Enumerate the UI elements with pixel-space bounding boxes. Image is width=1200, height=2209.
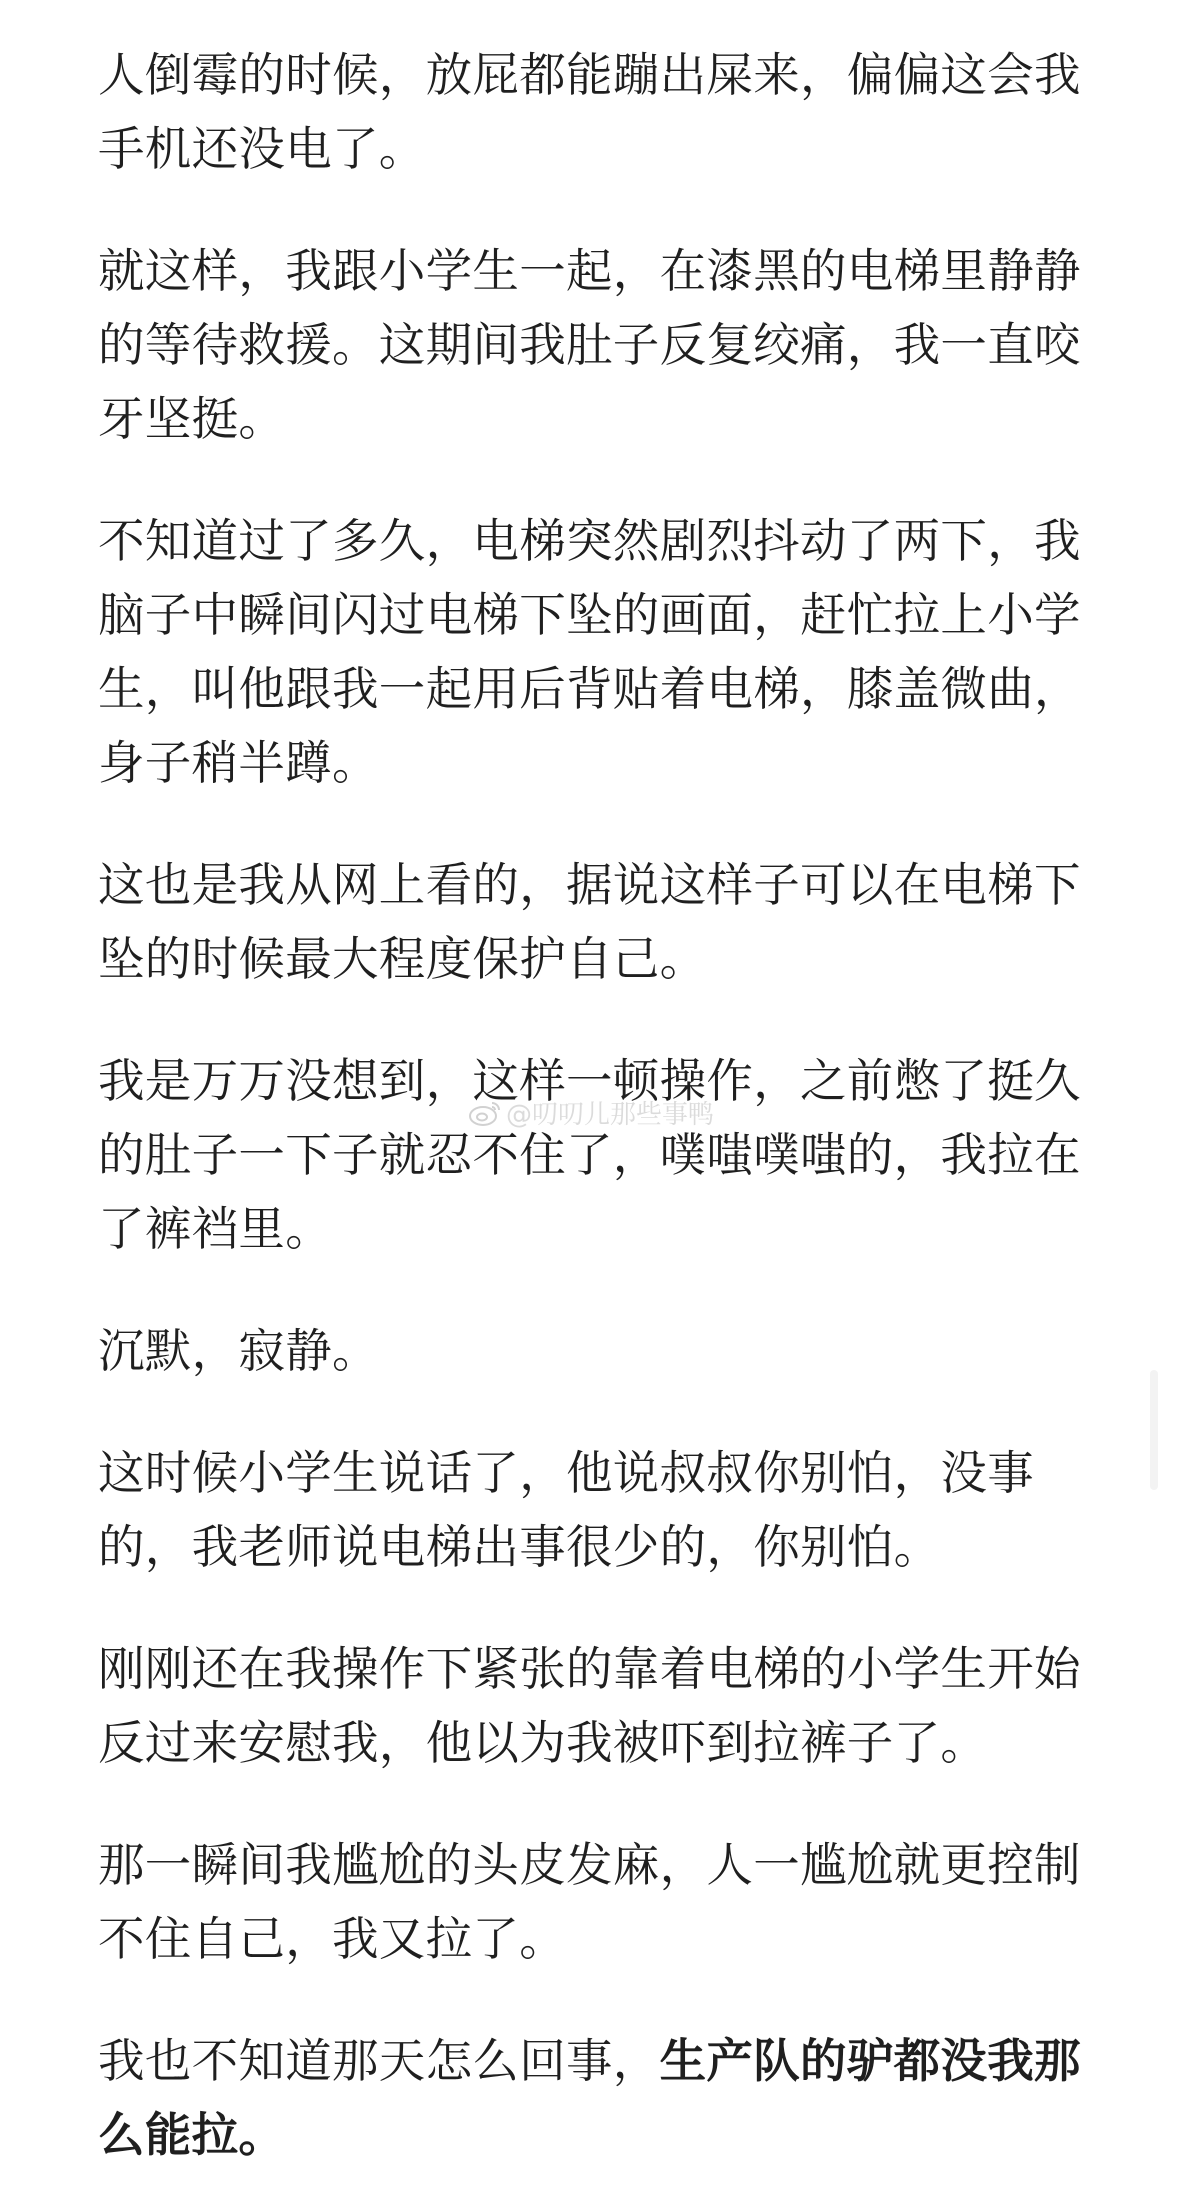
paragraph-10-bold-text: 生产队的驴都没我那么能拉。 [98,2034,1081,2162]
article-body [98,38,1088,2172]
paragraph-2: 就这样，我跟小学生一起，在漆黑的电梯里静静的等待救援。这期间我肚子反复绞痛，我一直咬牙坚挺。 [98,244,1081,446]
paragraph-5: 我是万万没想到，这样一顿操作，之前憋了挺久的肚子一下子就忍不住了，噗嗤噗嗤的，我拉在了裤裆里。 [98,1054,1081,1256]
paragraph-3: 不知道过了多久，电梯突然剧烈抖动了两下，我脑子中瞬间闪过电梯下坠的画面，赶忙拉上小学生，叫他跟我一起用后背贴着电梯，膝盖微曲，身子稍半蹲。 [98,514,1081,790]
paragraph-6: 沉默，寂静。 [98,1324,379,1378]
watermark-text: @叨叨儿那些事鸭 [506,1100,715,1130]
paragraph-8: 刚刚还在我操作下紧张的靠着电梯的小学生开始反过来安慰我，他以为我被吓到拉裤子了。 [98,1642,1081,1770]
paragraph-9: 那一瞬间我尴尬的头皮发麻，人一尴尬就更控制不住自己，我又拉了。 [98,1838,1081,1966]
paragraph-1: 人倒霉的时候，放屁都能蹦出屎来，偏偏这会我手机还没电了。 [98,48,1081,176]
scrollbar[interactable] [1150,1370,1158,1490]
paragraph-7: 这时候小学生说话了，他说叔叔你别怕，没事的，我老师说电梯出事很少的，你别怕。 [98,1446,1034,1574]
paragraph-10-text: 我也不知道那天怎么回事， [98,2034,660,2088]
paragraph-10 [98,2024,1088,2172]
paragraph-4: 这也是我从网上看的，据说这样子可以在电梯下坠的时候最大程度保护自己。 [98,858,1081,986]
